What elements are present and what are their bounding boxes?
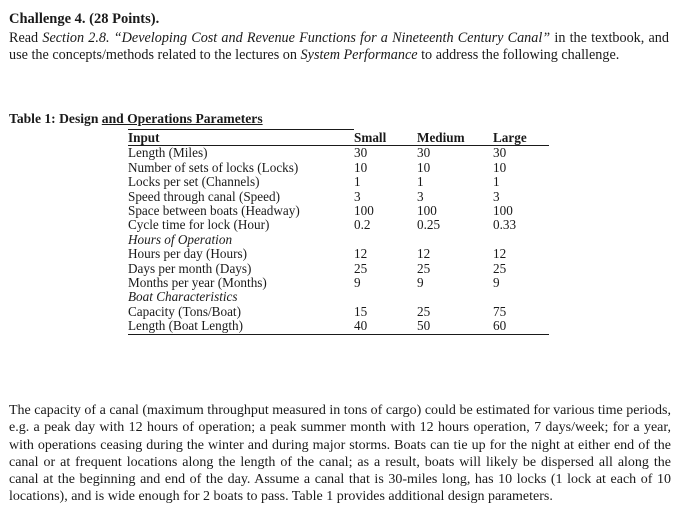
- table-row: [128, 204, 549, 218]
- row-label: Locks per set (Channels): [128, 174, 260, 190]
- row-value: 3: [493, 188, 500, 204]
- table-caption: Table 1: Design and Operations Parameters: [9, 111, 263, 126]
- description-paragraph: The capacity of a canal (maximum throughput measured in tons of cargo) could be estimated for various time periods, e.g. a peak day with 12 hours of operation; a peak summer month with 12 hours operation, 7 days/week; for a year, with operations ceasing during the winter and during major storms. Boats can tie up for the night at either end of the canal or at frequent locations along the length of the canal; as a result, boats will likely be dispersed all along the canal at the beginning and end of the day. Assume a canal that is 30-miles long, has 10 locks (1 lock at each of 10 locations), and is wide enough for 2 boats to pass. Table 1 provides additional design parameters.: [9, 403, 671, 505]
- row-label: Speed through canal (Speed): [128, 188, 280, 204]
- row-value: 100: [493, 203, 513, 219]
- row-value: 40: [354, 319, 417, 334]
- row-value: [354, 233, 417, 247]
- row-value: [493, 290, 549, 304]
- row-value: 12: [417, 246, 431, 262]
- table-row: [128, 146, 549, 161]
- row-value: [417, 233, 493, 247]
- row-value: 50: [417, 319, 493, 334]
- row-value: 12: [493, 246, 507, 262]
- row-value: 10: [493, 159, 507, 175]
- row-value: 100: [354, 203, 374, 219]
- row-value: 25: [354, 260, 368, 276]
- table-row: [128, 262, 549, 276]
- row-value: 1: [417, 174, 424, 190]
- row-value: 30: [493, 145, 507, 161]
- row-value: 9: [417, 275, 424, 291]
- row-label: Length (Miles): [128, 145, 208, 161]
- table-row: [128, 305, 549, 319]
- row-value: 30: [417, 145, 431, 161]
- section-reference: Section 2.8. “Developing Cost and Revenue Functions for a Nineteenth Century Canal”: [42, 30, 551, 46]
- row-label: Hours per day (Hours): [128, 246, 248, 262]
- row-value: 3: [417, 188, 424, 204]
- row-value: 15: [354, 303, 368, 319]
- table-row: [128, 190, 549, 204]
- parameters-table: [128, 129, 549, 335]
- row-value: [417, 290, 493, 304]
- row-value: [493, 233, 549, 247]
- challenge-intro: Read Section 2.8. “Developing Cost and Revenue Functions for a Nineteenth Century Canal” in the textbook, and use the concepts/methods related to the lectures on System Performance to address the following challenge.: [9, 30, 669, 64]
- row-value: 9: [354, 275, 361, 291]
- row-label: Hours of Operation: [128, 231, 233, 247]
- table-section-row: [128, 233, 549, 247]
- row-value: [354, 290, 417, 304]
- row-value: 25: [493, 260, 507, 276]
- row-label: Boat Characteristics: [128, 289, 238, 305]
- row-label: Length (Boat Length): [128, 319, 354, 334]
- row-label: Number of sets of locks (Locks): [128, 159, 299, 175]
- row-value: 25: [417, 303, 431, 319]
- header-input: Input: [128, 130, 354, 146]
- lecture-reference: System Performance: [300, 47, 418, 64]
- row-label: Space between boats (Headway): [128, 203, 300, 219]
- row-label: Months per year (Months): [128, 275, 267, 291]
- table-section-row: [128, 290, 549, 304]
- header-medium: Medium: [417, 130, 493, 146]
- row-value: 0.33: [493, 217, 517, 233]
- header-large: Large: [493, 130, 549, 146]
- row-value: 3: [354, 188, 361, 204]
- table-row: [128, 319, 549, 334]
- row-value: 0.25: [417, 217, 441, 233]
- row-label: Capacity (Tons/Boat): [128, 303, 241, 319]
- row-label: Cycle time for lock (Hour): [128, 217, 270, 233]
- table-header-row: [128, 130, 549, 146]
- table-row: [128, 161, 549, 175]
- row-value: 100: [417, 203, 437, 219]
- row-value: 12: [354, 246, 368, 262]
- row-value: 10: [417, 159, 431, 175]
- table-row: [128, 247, 549, 261]
- challenge-heading: Challenge 4. (28 Points).: [9, 11, 160, 27]
- row-label: Days per month (Days): [128, 260, 252, 276]
- row-value: 1: [493, 174, 500, 190]
- row-value: 25: [417, 260, 431, 276]
- row-value: 0.2: [354, 217, 371, 233]
- table-row: [128, 218, 549, 232]
- row-value: 10: [354, 159, 368, 175]
- row-value: 1: [354, 174, 361, 190]
- row-value: 75: [493, 303, 507, 319]
- header-small: Small: [354, 130, 417, 146]
- table-row: [128, 175, 549, 189]
- row-value: 9: [493, 275, 500, 291]
- table-row: [128, 276, 549, 290]
- row-value: 30: [354, 145, 368, 161]
- row-value: 60: [493, 319, 549, 334]
